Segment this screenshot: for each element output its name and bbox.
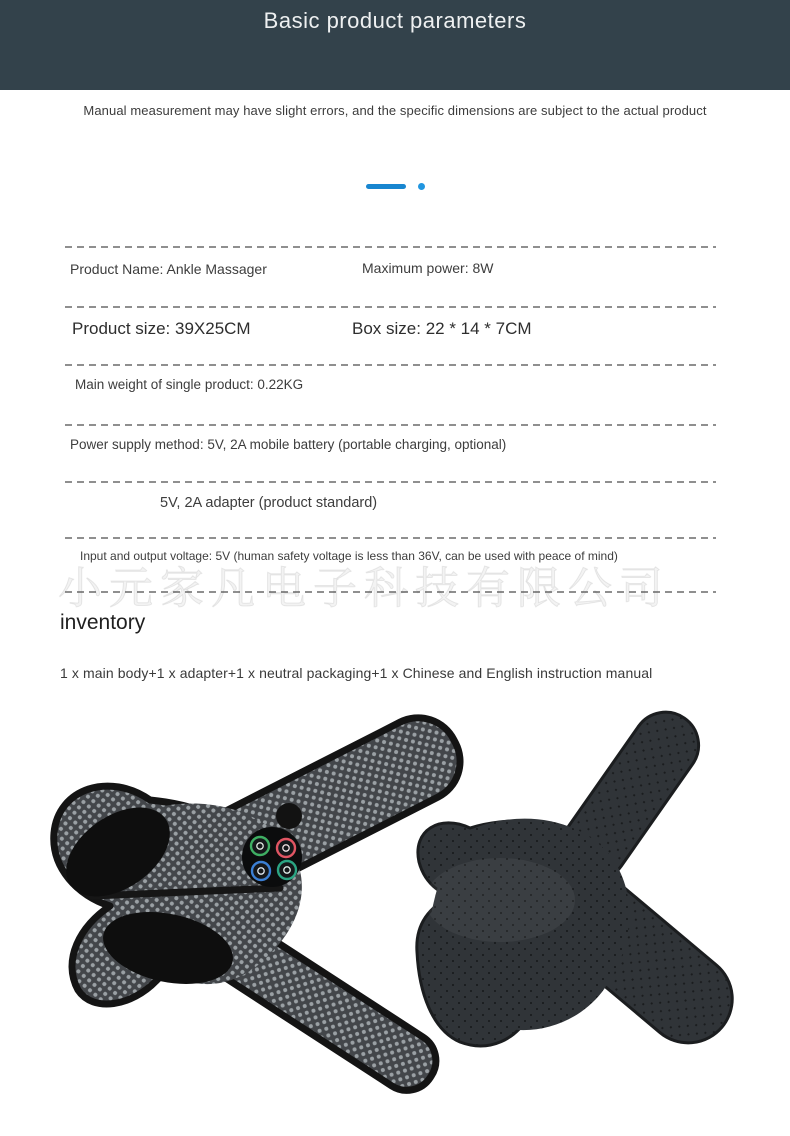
product-photos	[0, 700, 790, 1136]
left-product-photo	[50, 704, 474, 1101]
accent-dash-icon	[366, 184, 406, 189]
accent-divider	[0, 182, 790, 190]
vibration-motor-disc	[276, 803, 302, 829]
parameter-row-name-power	[65, 246, 716, 306]
company-watermark: 小元家凡电子科技有限公司	[58, 564, 670, 613]
parameter-row-sizes	[65, 306, 716, 364]
control-button-teal-icon	[278, 861, 296, 879]
parameter-voltage: Input and output voltage: 5V (human safety voltage is less than 36V, can be used with peace of mind)	[80, 549, 618, 563]
header-banner	[0, 0, 790, 90]
accent-dot-icon	[418, 183, 425, 190]
control-button-blue-icon	[252, 862, 270, 880]
parameter-adapter: 5V, 2A adapter (product standard)	[160, 495, 378, 511]
control-button-green-icon	[251, 837, 269, 855]
inventory-heading: inventory	[60, 611, 146, 634]
right-highlight	[425, 858, 575, 942]
right-product-photo	[417, 700, 750, 1061]
parameter-product-name: Product Name: Ankle Massager	[70, 261, 267, 277]
inventory-contents: 1 x main body+1 x adapter+1 x neutral packaging+1 x Chinese and English instruction manual	[60, 665, 653, 681]
parameter-row-voltage	[65, 537, 716, 593]
disclaimer-text: Manual measurement may have slight errors, and the specific dimensions are subject to the actual product	[83, 103, 707, 118]
page-title: Basic product parameters	[263, 8, 527, 33]
parameter-row-power-supply	[65, 424, 716, 481]
parameter-row-adapter	[65, 481, 716, 537]
parameter-power-supply: Power supply method: 5V, 2A mobile battery (portable charging, optional)	[70, 437, 507, 452]
control-panel	[242, 827, 302, 887]
control-button-red-icon	[277, 839, 295, 857]
parameter-product-size: Product size: 39X25CM	[72, 319, 251, 338]
parameters-table	[65, 246, 716, 593]
parameter-row-weight	[65, 364, 716, 424]
parameter-box-size: Box size: 22 * 14 * 7CM	[352, 319, 532, 338]
parameter-max-power: Maximum power: 8W	[362, 260, 494, 276]
parameter-weight: Main weight of single product: 0.22KG	[75, 377, 304, 392]
